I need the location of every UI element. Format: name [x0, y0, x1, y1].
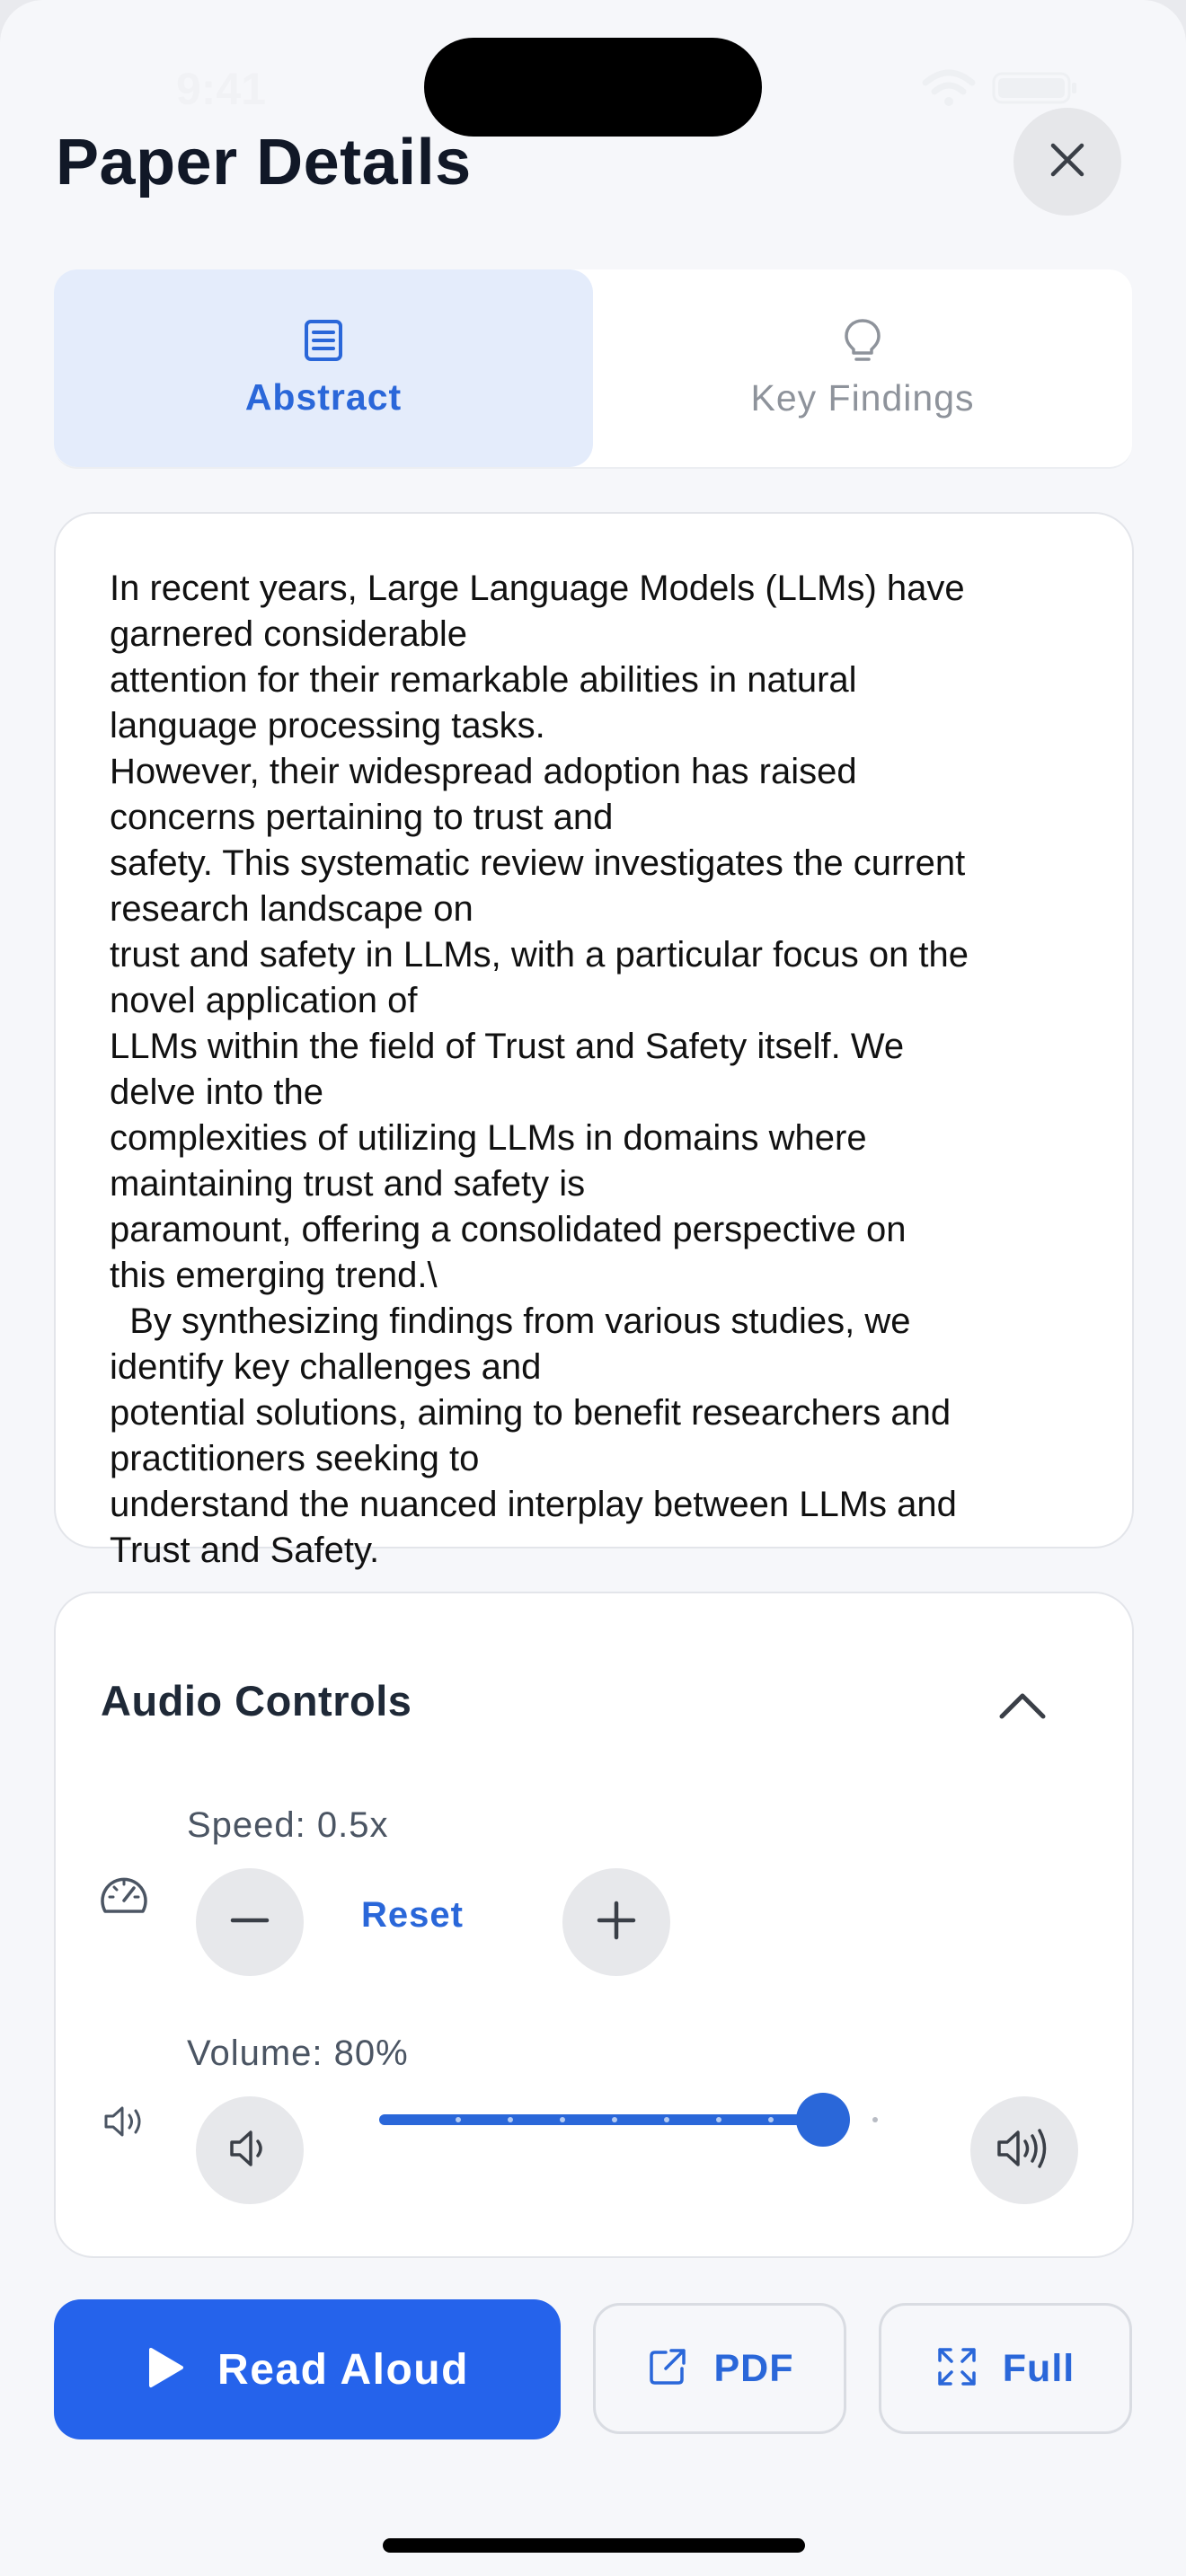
volume-high-icon [996, 2126, 1053, 2175]
volume-slider-tick [560, 2117, 565, 2122]
wifi-icon [922, 68, 976, 108]
tab-abstract-label: Abstract [244, 376, 403, 418]
speedometer-icon [97, 1868, 151, 1922]
volume-slider-tick [664, 2117, 669, 2122]
chevron-up-icon [997, 1690, 1048, 1725]
volume-label: Volume: 80% [187, 2033, 409, 2073]
volume-slider-tick [872, 2117, 878, 2122]
collapse-toggle[interactable] [987, 1676, 1058, 1739]
tab-abstract[interactable] [54, 269, 593, 467]
speed-increase-button[interactable] [562, 1868, 670, 1976]
page-title: Paper Details [56, 127, 472, 198]
audio-controls-title: Audio Controls [101, 1677, 412, 1725]
volume-low-icon [226, 2128, 273, 2174]
play-icon [146, 2346, 185, 2394]
action-bar [0, 2299, 1186, 2443]
volume-slider-thumb[interactable] [796, 2093, 850, 2147]
volume-slider-tick [768, 2117, 774, 2122]
close-button[interactable] [1013, 108, 1121, 216]
status-time: 9:41 [176, 64, 267, 114]
volume-slider-tick [508, 2117, 513, 2122]
lightbulb-icon [840, 317, 885, 368]
battery-icon [992, 68, 1078, 108]
close-icon [1048, 140, 1087, 184]
volume-slider-track [379, 2114, 954, 2125]
volume-down-button[interactable] [196, 2096, 304, 2204]
pdf-label: PDF [713, 2346, 794, 2390]
full-label: Full [1002, 2346, 1075, 2390]
volume-up-button[interactable] [970, 2096, 1078, 2204]
read-aloud-label: Read Aloud [217, 2345, 469, 2394]
detail-tabs [54, 269, 1132, 469]
home-indicator [383, 2538, 805, 2553]
external-link-icon [646, 2345, 689, 2393]
tab-key-findings-label: Key Findings [750, 377, 975, 419]
audio-controls-card [54, 1592, 1134, 2258]
speed-reset-button[interactable]: Reset [361, 1895, 464, 1935]
speaker-icon [101, 2096, 151, 2147]
full-button[interactable] [879, 2303, 1132, 2434]
status-icons [922, 68, 1078, 108]
volume-slider[interactable] [379, 2084, 954, 2156]
volume-slider-tick [612, 2117, 617, 2122]
minus-icon [229, 1900, 270, 1945]
dynamic-island [424, 38, 762, 137]
tab-key-findings[interactable] [593, 269, 1132, 467]
volume-slider-tick [456, 2117, 461, 2122]
read-aloud-button[interactable] [54, 2299, 561, 2439]
abstract-card[interactable] [54, 512, 1134, 1570]
volume-slider-fill [379, 2114, 823, 2125]
expand-icon [936, 2346, 978, 2392]
speed-label: Speed: 0.5x [187, 1805, 389, 1845]
abstract-text: In recent years, Large Language Models (LLMs) have garnered considerable attention for their remarkable abilities in natural language processing tasks. However, their widespread adoption has raised concerns pertaining to trust and safety. This systematic review investigates the current research landscape on trust and safety in LLMs, with a particular focus on the novel application of LLMs within the field of Trust and Safety itself. We delve into the complexities of utilizing LLMs in domains where maintaining trust and safety is paramount, offering a consolidated perspective on this emerging trend.\ By synthesizing findings from various studies, we identify key challenges and potential solutions, aiming to benefit researchers and practitioners seeking to understand the nuanced interplay between LLMs and Trust and Safety. [110, 569, 969, 1570]
speed-decrease-button[interactable] [196, 1868, 304, 1976]
document-icon [301, 318, 346, 367]
pdf-button[interactable] [593, 2303, 846, 2434]
plus-icon [596, 1900, 637, 1945]
volume-slider-tick [716, 2117, 721, 2122]
